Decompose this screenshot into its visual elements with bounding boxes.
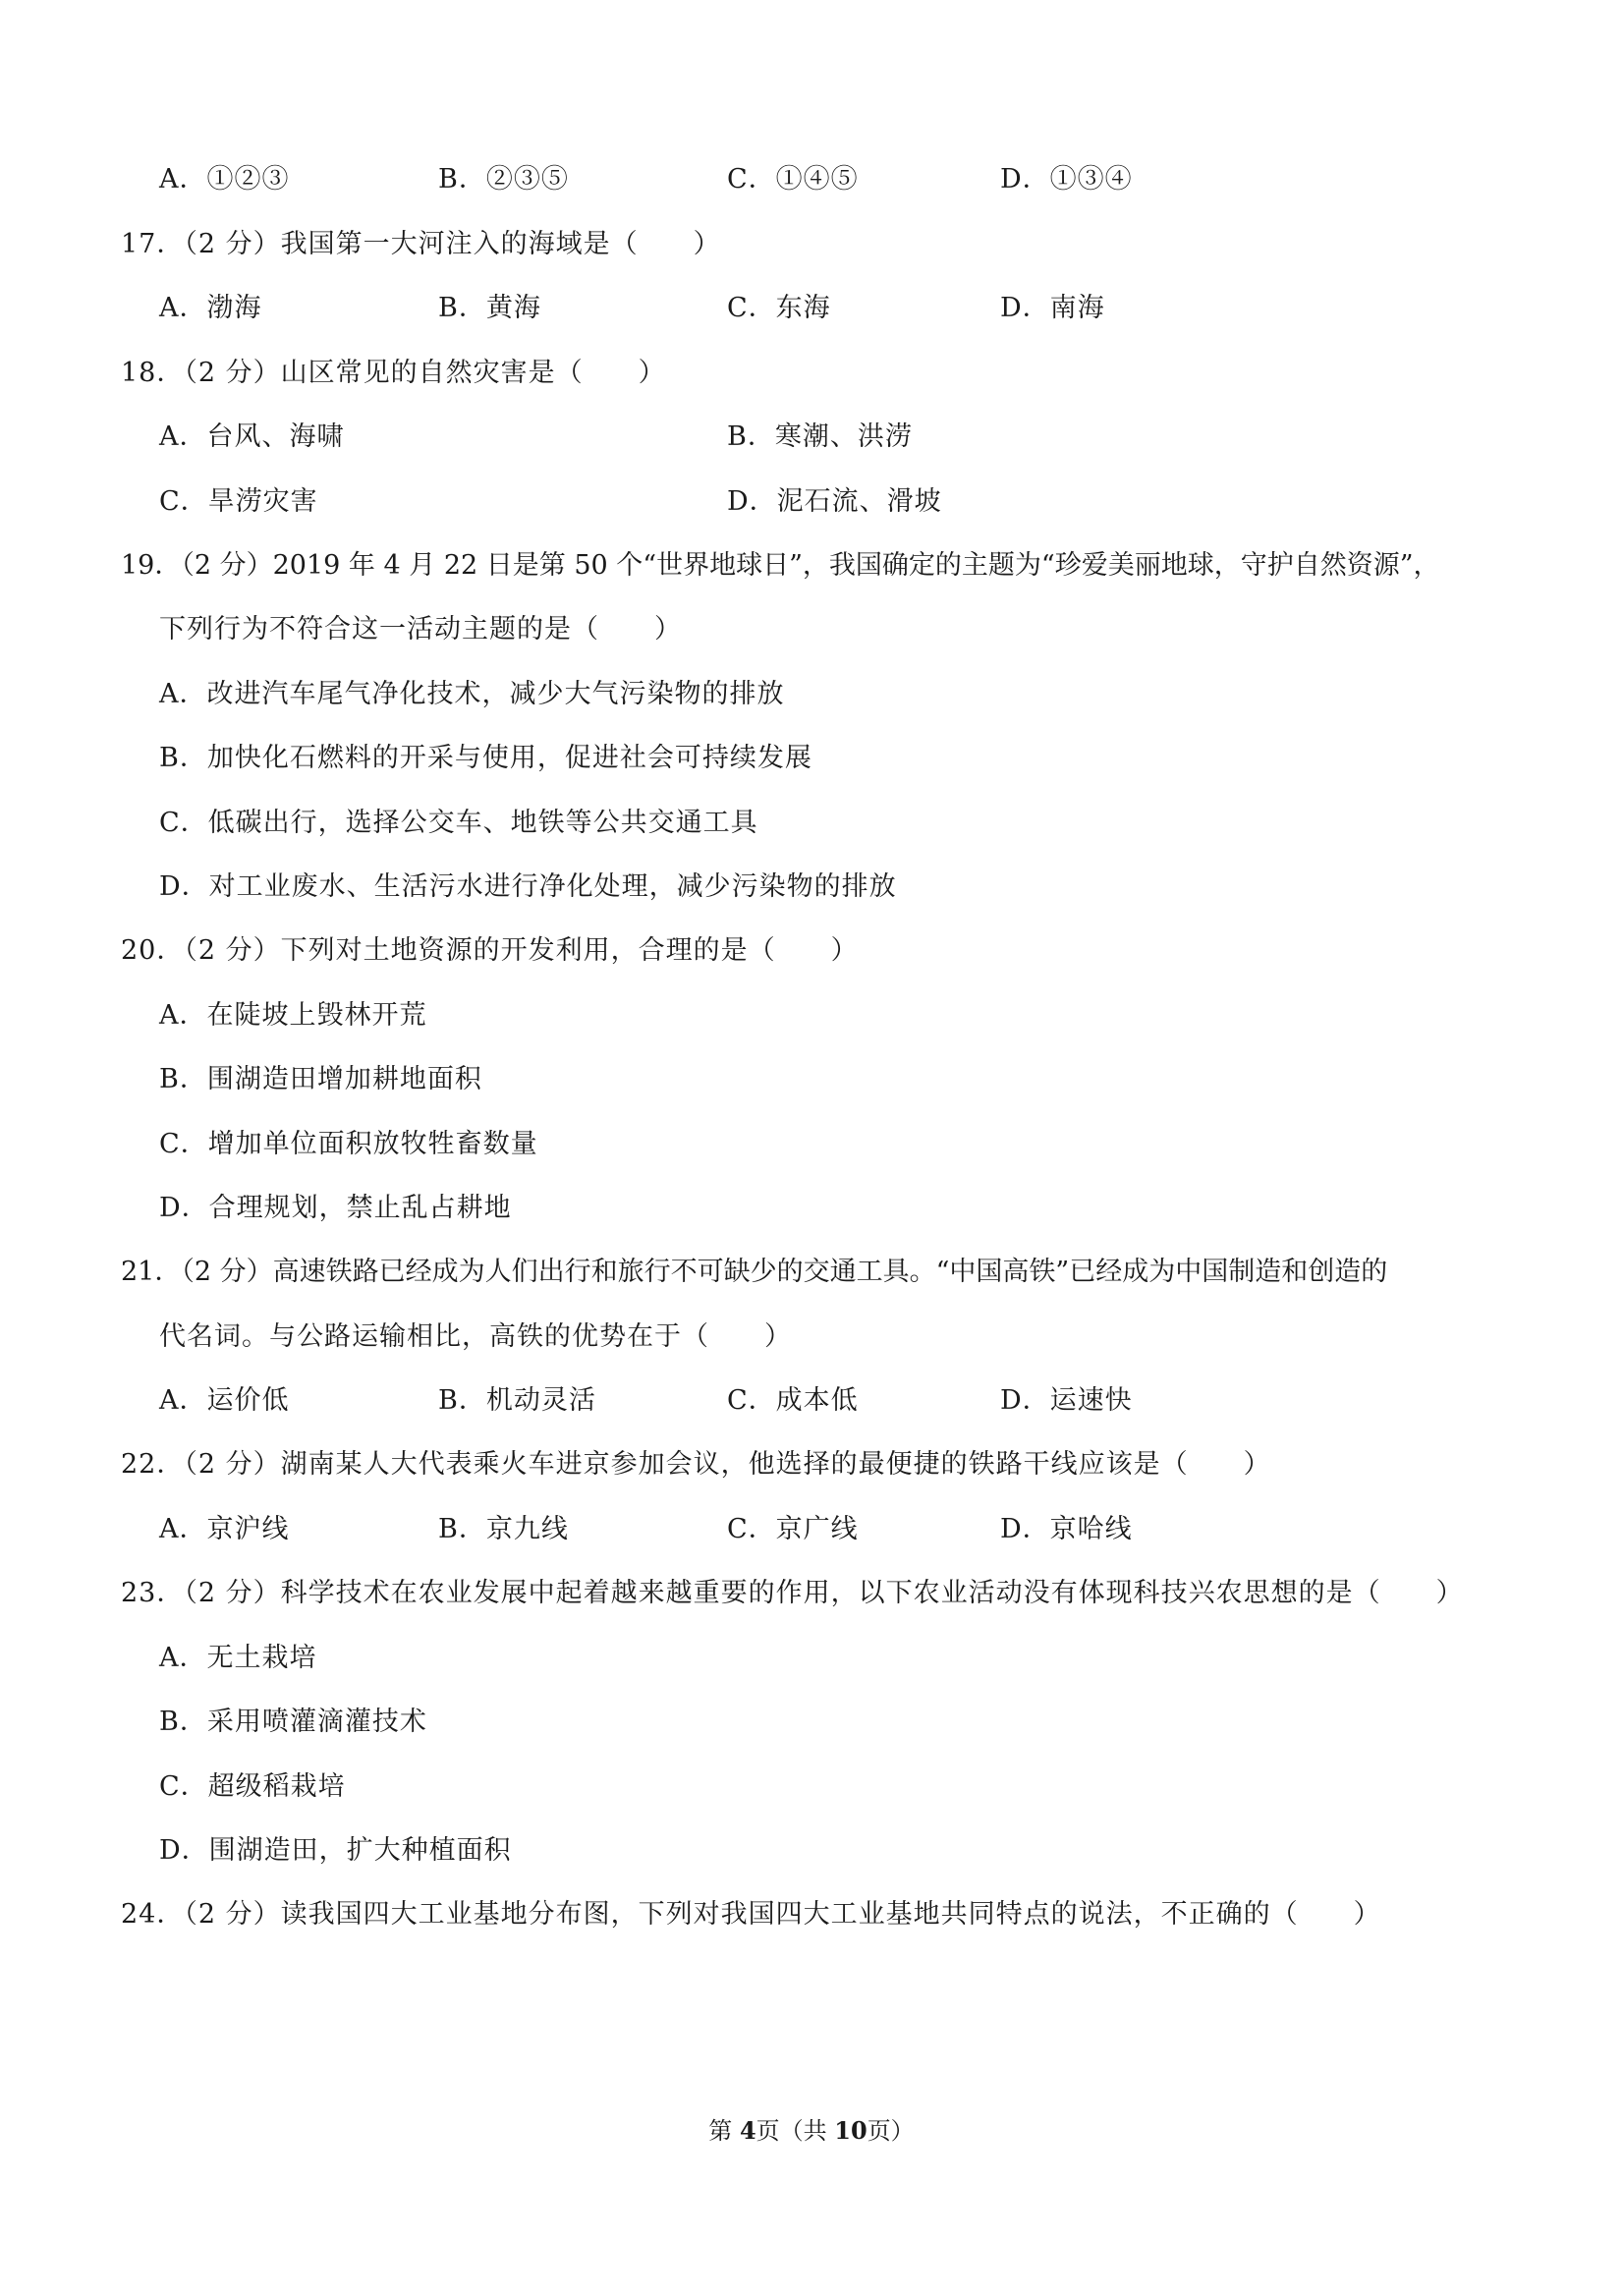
q24-stem: 24．（2 分）读我国四大工业基地分布图，下列对我国四大工业基地共同特点的说法，不正确的（ ） — [121, 1899, 1381, 1930]
q22-option-d: D．京哈线 — [1000, 1514, 1133, 1544]
q20-option-b: B．围湖造田增加耕地面积 — [159, 1064, 482, 1094]
q18-option-a: A．台风、海啸 — [159, 421, 345, 452]
q18-option-b: B．寒潮、洪涝 — [727, 421, 913, 452]
q22-option-a: A．京沪线 — [159, 1514, 290, 1544]
q20-option-a: A．在陡坡上毁林开荒 — [159, 1000, 427, 1031]
q21-option-a: A．运价低 — [159, 1385, 290, 1416]
q23-stem: 23．（2 分）科学技术在农业发展中起着越来越重要的作用，以下农业活动没有体现科技兴农思想的是（ ） — [121, 1578, 1464, 1608]
q17-stem: 17．（2 分）我国第一大河注入的海域是（ ） — [121, 229, 721, 259]
q22-option-b: B．京九线 — [438, 1514, 569, 1544]
q19-option-c: C．低碳出行，选择公交车、地铁等公共交通工具 — [159, 808, 758, 838]
q18-stem: 18．（2 分）山区常见的自然灾害是（ ） — [121, 358, 666, 388]
q16-option-b: B．②③⑤ — [438, 164, 569, 195]
footer-middle: 页（共 — [756, 2117, 835, 2145]
q16-option-c: C．①④⑤ — [727, 164, 859, 195]
footer-suffix: 页） — [867, 2117, 915, 2145]
q17-option-d: D．南海 — [1000, 293, 1105, 323]
q17-option-b: B．黄海 — [438, 293, 541, 323]
q20-option-d: D．合理规划，禁止乱占耕地 — [159, 1193, 512, 1223]
footer-total-pages: 10 — [834, 2116, 867, 2145]
q21-option-d: D．运速快 — [1000, 1385, 1133, 1416]
q19-option-b: B．加快化石燃料的开采与使用，促进社会可持续发展 — [159, 743, 812, 773]
q20-option-c: C．增加单位面积放牧牲畜数量 — [159, 1129, 538, 1159]
page-footer — [0, 2114, 1623, 2148]
q18-option-c: C．旱涝灾害 — [159, 486, 318, 517]
q21-stem-line1: 21．（2 分）高速铁路已经成为人们出行和旅行不可缺少的交通工具。“中国高铁”已经成为中国制造和创造的 — [121, 1257, 1388, 1287]
q16-option-d: D．①③④ — [1000, 164, 1133, 195]
q19-stem-line2: 下列行为不符合这一活动主题的是（ ） — [159, 614, 682, 644]
q19-stem-line1: 19．（2 分）2019 年 4 月 22 日是第 50 个“世界地球日”，我国确定的主题为“珍爱美丽地球，守护自然资源”， — [121, 550, 1440, 581]
q23-option-d: D．围湖造田，扩大种植面积 — [159, 1835, 512, 1866]
q23-option-c: C．超级稻栽培 — [159, 1771, 346, 1802]
q20-stem: 20．（2 分）下列对土地资源的开发利用，合理的是（ ） — [121, 935, 859, 966]
q22-stem: 22．（2 分）湖南某人大代表乘火车进京参加会议，他选择的最便捷的铁路干线应该是（ ） — [121, 1449, 1271, 1480]
q19-option-d: D．对工业废水、生活污水进行净化处理，减少污染物的排放 — [159, 871, 897, 902]
q18-option-d: D．泥石流、滑坡 — [727, 486, 942, 517]
q22-option-c: C．京广线 — [727, 1514, 859, 1544]
q17-option-a: A．渤海 — [159, 293, 262, 323]
q17-option-c: C．东海 — [727, 293, 831, 323]
footer-page-number: 4 — [739, 2116, 756, 2145]
footer-prefix: 第 — [708, 2117, 740, 2145]
q21-option-b: B．机动灵活 — [438, 1385, 596, 1416]
q16-option-a: A．①②③ — [159, 164, 290, 195]
q21-stem-line2: 代名词。与公路运输相比，高铁的优势在于（ ） — [159, 1321, 792, 1352]
q21-option-c: C．成本低 — [727, 1385, 859, 1416]
q23-option-b: B．采用喷灌滴灌技术 — [159, 1707, 427, 1737]
q19-option-a: A．改进汽车尾气净化技术，减少大气污染物的排放 — [159, 679, 785, 709]
q23-option-a: A．无土栽培 — [159, 1643, 317, 1673]
